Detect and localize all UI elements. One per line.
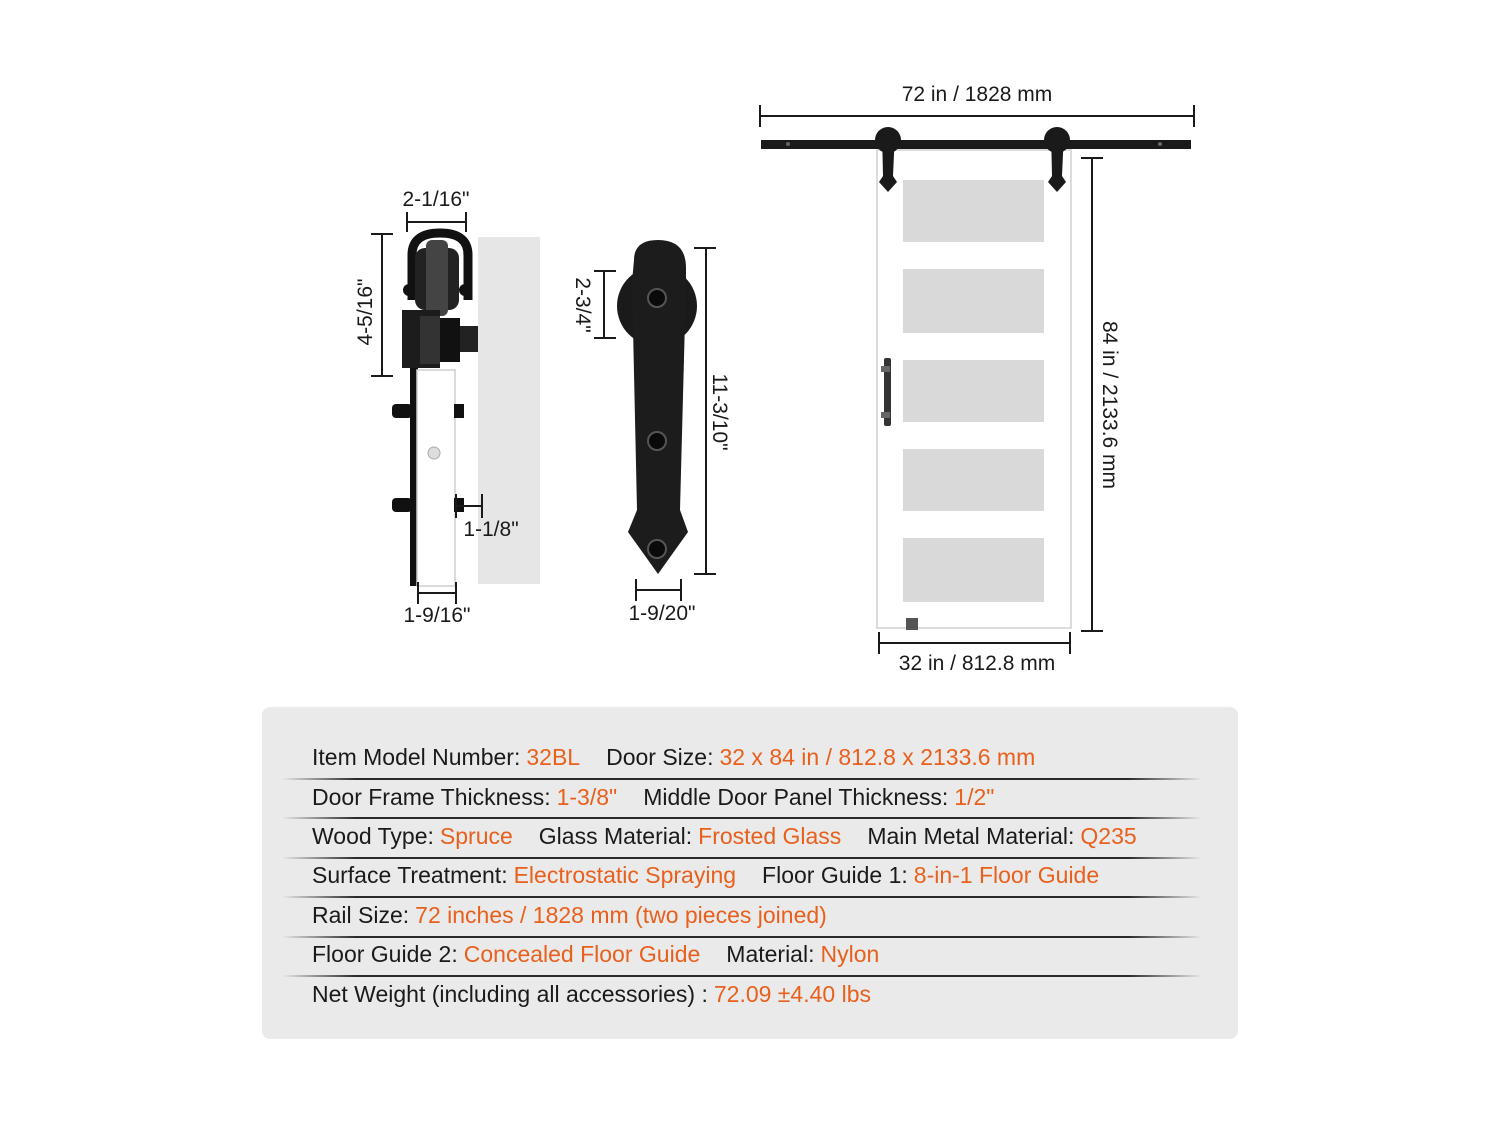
strap-width-label: 1-9/20": [628, 602, 696, 625]
glass-pane: [903, 360, 1044, 422]
barn-door: [877, 150, 1071, 630]
glass-pane: [903, 538, 1044, 602]
spec-divider: [282, 857, 1202, 859]
door-thickness-label: 1-9/16": [403, 604, 471, 627]
spec-row: [312, 974, 871, 1014]
spec-row: [312, 855, 1099, 895]
door-edge: [417, 370, 455, 586]
spec-value: Concealed Floor Guide: [463, 941, 701, 967]
spec-value: 72.09 ±4.40 lbs: [713, 981, 871, 1007]
spec-value: Q235: [1080, 823, 1137, 849]
spec-value: Spruce: [439, 823, 513, 849]
spec-value: Frosted Glass: [698, 823, 842, 849]
spec-divider: [282, 817, 1202, 819]
spec-value: 8-in-1 Floor Guide: [913, 862, 1100, 888]
spec-label: Middle Door Panel Thickness:: [643, 784, 949, 810]
glass-pane: [903, 180, 1044, 242]
spec-value: 1/2": [954, 784, 995, 810]
glass-pane: [903, 449, 1044, 511]
spec-divider: [282, 896, 1202, 898]
spec-value: 72 inches / 1828 mm (two pieces joined): [415, 902, 827, 928]
spec-row: [312, 816, 1137, 856]
spec-divider: [282, 975, 1202, 977]
spec-label: Door Frame Thickness:: [312, 784, 551, 810]
door-gap-label: 1-1/8": [463, 518, 519, 541]
spec-divider: [282, 778, 1202, 780]
rail-dimension: [760, 83, 1194, 127]
spec-label: Glass Material:: [538, 823, 693, 849]
spec-value: Nylon: [820, 941, 880, 967]
spec-label: Surface Treatment:: [312, 862, 508, 888]
roller-width-label: 2-1/16": [402, 188, 470, 211]
spec-label: Floor Guide 1:: [762, 862, 908, 888]
spec-row: [312, 737, 1035, 777]
spec-row: [312, 895, 827, 935]
spec-value: 32BL: [526, 744, 581, 770]
spec-value: Electrostatic Spraying: [513, 862, 737, 888]
spec-value: 32 x 84 in / 812.8 x 2133.6 mm: [719, 744, 1036, 770]
spec-panel: [262, 707, 1238, 1039]
strap-length-label: 11-3/10": [708, 373, 731, 451]
roller-height-label: 4-5/16": [354, 278, 377, 346]
arrow-strap-view: [617, 240, 697, 574]
door-width-label: 32 in / 812.8 mm: [898, 652, 1056, 675]
glass-pane: [903, 269, 1044, 333]
spec-label: Door Size:: [606, 744, 714, 770]
floor-guide: [906, 618, 918, 630]
spec-divider: [282, 936, 1202, 938]
spec-value: 1-3/8": [556, 784, 618, 810]
wheel-diameter-label: 2-3/4": [571, 277, 594, 333]
door-height-label: 84 in / 2133.6 mm: [1098, 320, 1121, 490]
spec-label: Floor Guide 2:: [312, 941, 458, 967]
spec-label: Item Model Number:: [312, 744, 521, 770]
spec-label: Material:: [726, 941, 815, 967]
spec-label: Wood Type:: [312, 823, 434, 849]
spec-row: [312, 777, 994, 817]
spec-label: Main Metal Material:: [867, 823, 1075, 849]
spec-label: Rail Size:: [312, 902, 410, 928]
spec-row: [312, 934, 879, 974]
rail-length-label: 72 in / 1828 mm: [901, 83, 1053, 106]
spec-label: Net Weight (including all accessories) :: [312, 981, 708, 1007]
